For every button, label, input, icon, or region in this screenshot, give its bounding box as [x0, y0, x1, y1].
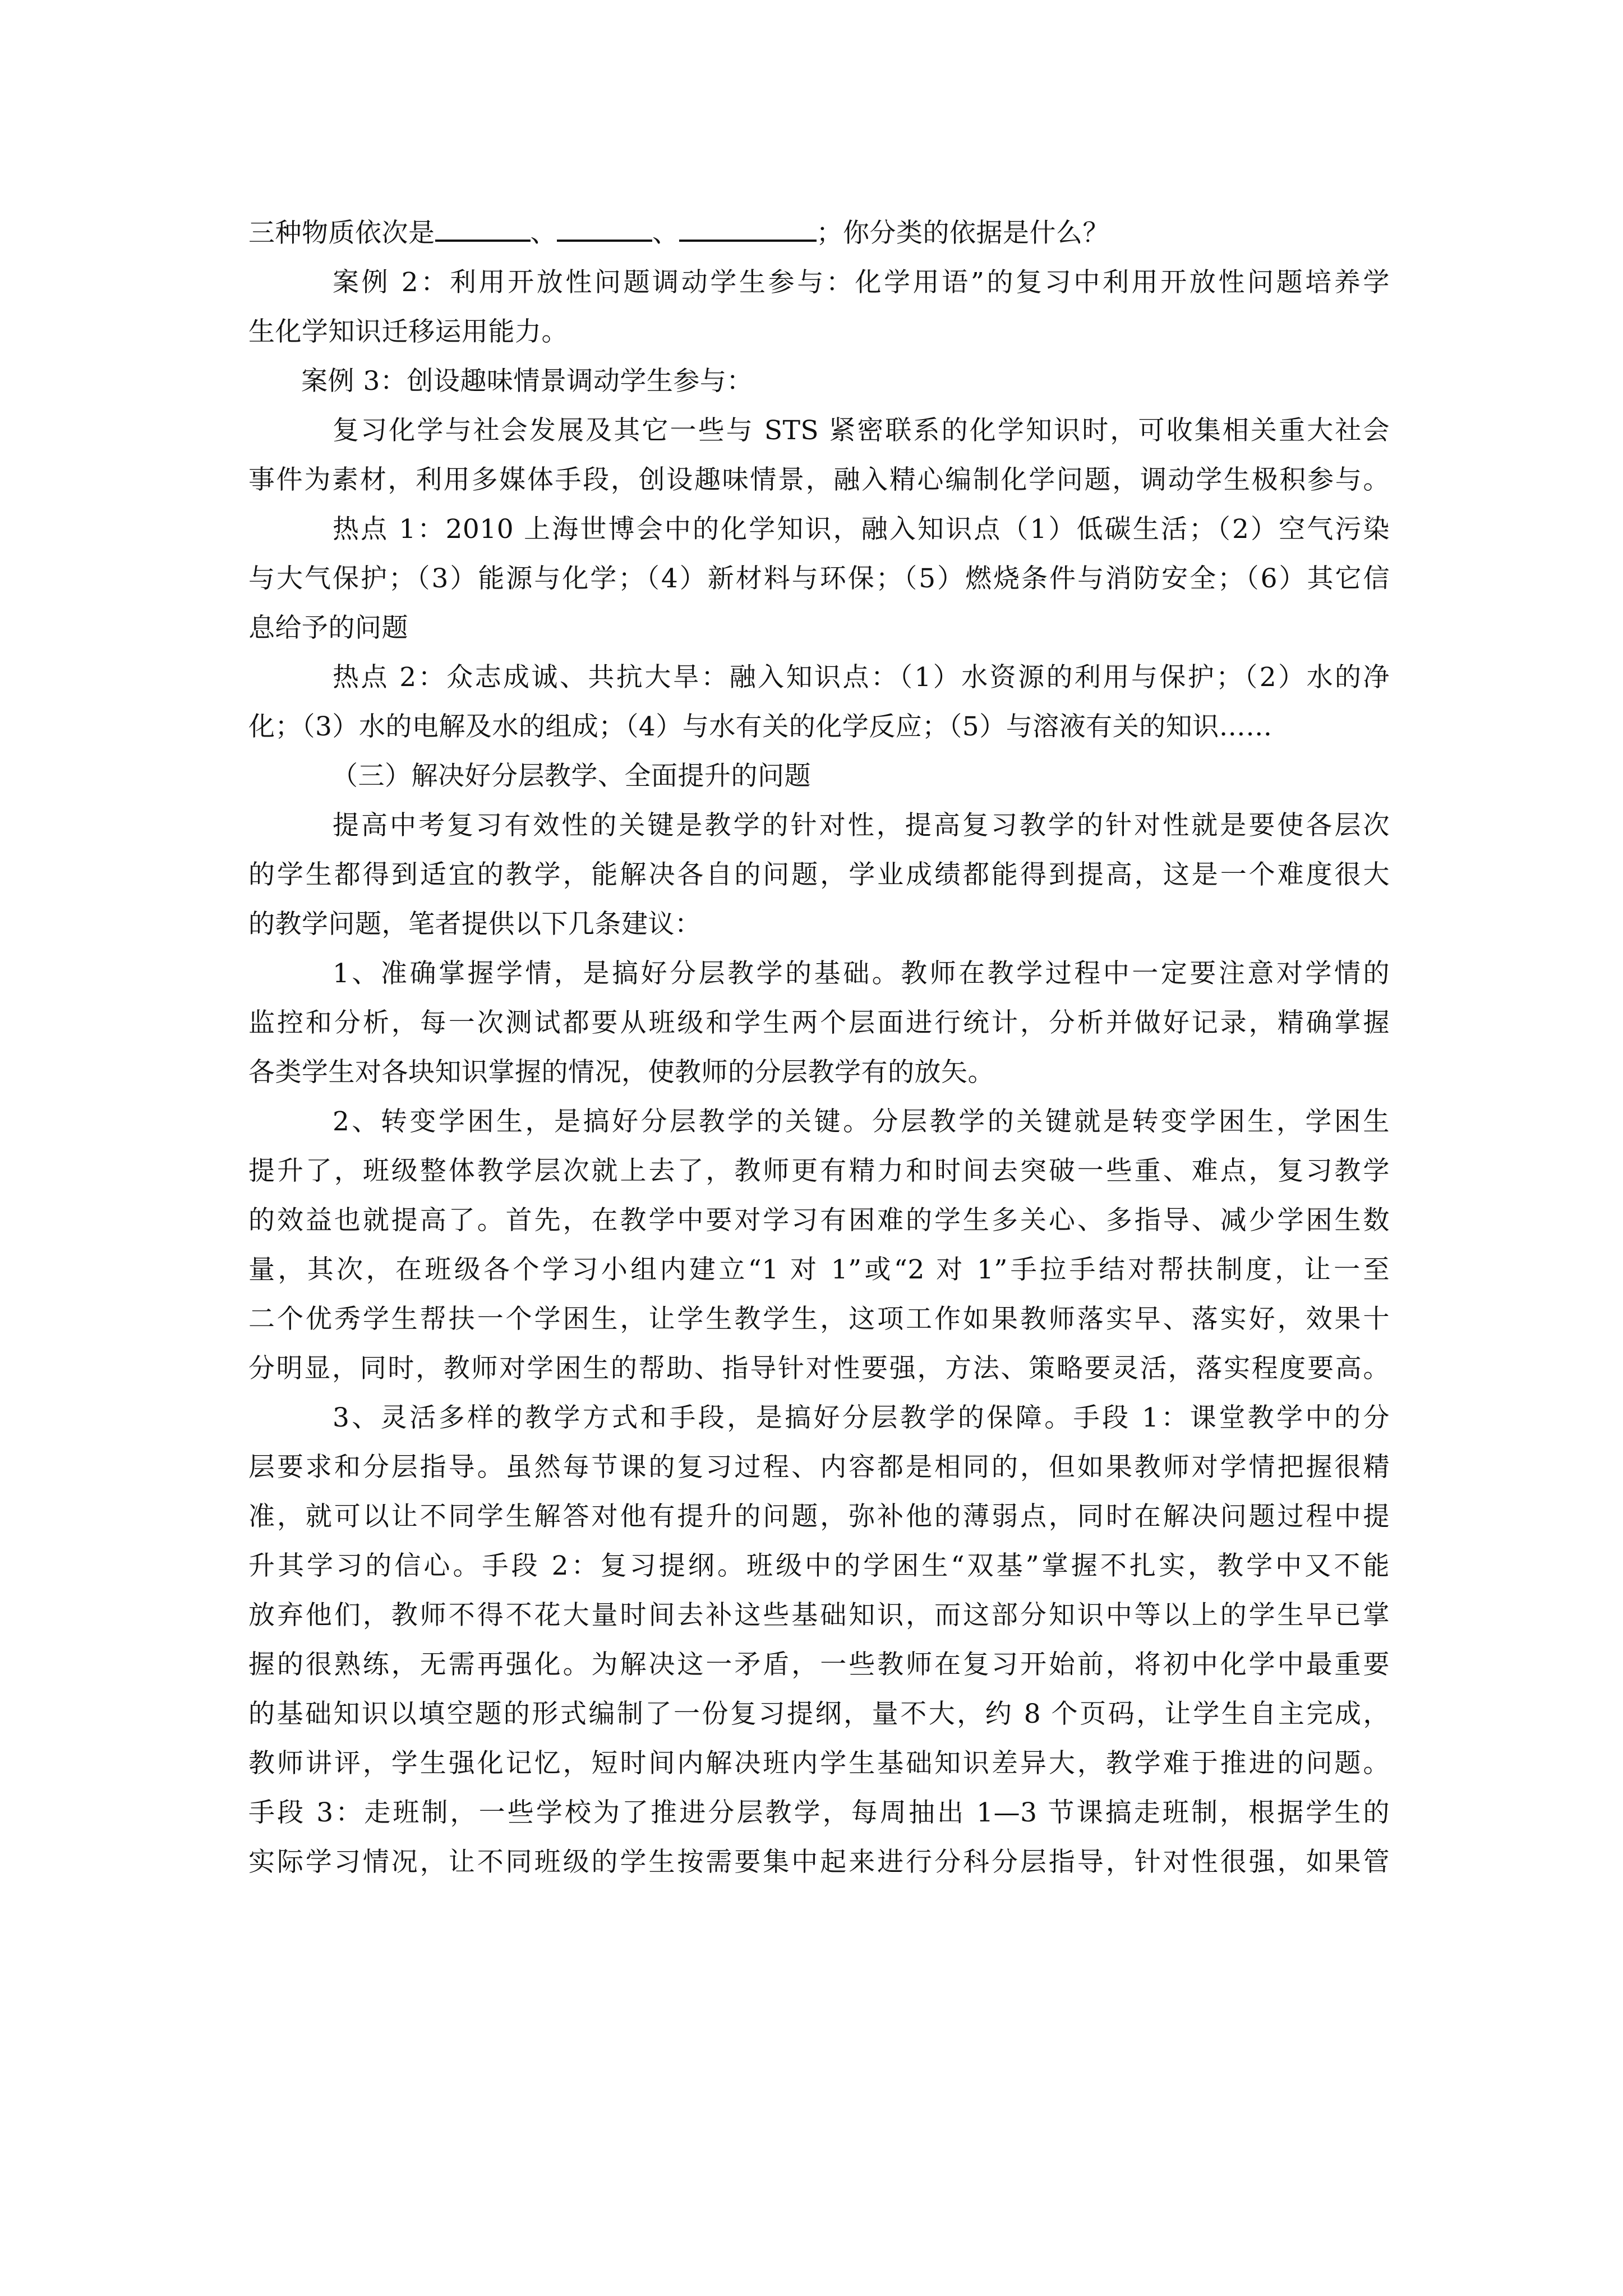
- paragraph-line: 手段 3：走班制，一些学校为了推进分层教学，每周抽出 1—3 节课搞走班制，根据学生的: [248, 1797, 1390, 1828]
- paragraph-line: 量，其次，在班级各个学习小组内建立“1 对 1”或“2 对 1”手拉手结对帮扶制度，让一至: [248, 1254, 1390, 1285]
- paragraph-line: 监控和分析，每一次测试都要从班级和学生两个层面进行统计，分析并做好记录，精确掌握: [248, 1007, 1390, 1038]
- answer-blank: [435, 214, 531, 242]
- text-run: 、: [530, 218, 557, 249]
- paragraph-line: 事件为素材，利用多媒体手段，创设趣味情景，融入精心编制化学问题，调动学生极积参与。: [248, 464, 1390, 495]
- paragraph-line: 升其学习的信心。手段 2：复习提纲。班级中的学困生“双基”掌握不扎实，教学中又不能: [248, 1550, 1390, 1581]
- paragraph-line: 放弃他们，教师不得不花大量时间去补这些基础知识，而这部分知识中等以上的学生早已掌: [248, 1600, 1390, 1631]
- paragraph-line: 的基础知识以填空题的形式编制了一份复习提纲，量不大，约 8 个页码，让学生自主完成，: [248, 1699, 1390, 1729]
- paragraph-line: 分明显，同时，教师对学困生的帮助、指导针对性要强，方法、策略要灵活，落实程度要高。: [248, 1353, 1390, 1384]
- paragraph-line: 层要求和分层指导。虽然每节课的复习过程、内容都是相同的，但如果教师对学情把握很精: [248, 1452, 1390, 1483]
- document-body: [248, 209, 1390, 1887]
- answer-blank: [557, 214, 652, 242]
- section-heading: 案例 3：创设趣味情景调动学生参与：: [301, 366, 753, 397]
- paragraph-line: 生化学知识迁移运用能力。: [248, 316, 568, 347]
- paragraph-line: 2、转变学困生，是搞好分层教学的关键。分层教学的关键就是转变学困生，学困生: [333, 1106, 1390, 1137]
- paragraph-line: 的学生都得到适宜的教学，能解决各自的问题，学业成绩都能得到提高，这是一个难度很大: [248, 859, 1390, 890]
- text-run: ；你分类的依据是什么？: [816, 218, 1109, 249]
- paragraph-line: 教师讲评，学生强化记忆，短时间内解决班内学生基础知识差异大，教学难于推进的问题。: [248, 1748, 1390, 1779]
- paragraph-line: 提高中考复习有效性的关键是教学的针对性，提高复习教学的针对性就是要使各层次: [333, 810, 1390, 841]
- paragraph-line: 的效益也就提高了。首先，在教学中要对学习有困难的学生多关心、多指导、减少学困生数: [248, 1205, 1390, 1236]
- paragraph-line: 握的很熟练，无需再强化。为解决这一矛盾，一些教师在复习开始前，将初中化学中最重要: [248, 1649, 1390, 1680]
- fill-in-question-line: [248, 209, 1390, 258]
- paragraph-line: 各类学生对各块知识掌握的情况，使教师的分层教学有的放矢。: [248, 1057, 994, 1088]
- paragraph-line: 热点 2：众志成诚、共抗大旱：融入知识点：（1）水资源的利用与保护；（2）水的净: [333, 662, 1390, 693]
- answer-blank: [679, 214, 817, 242]
- paragraph-line: 提升了，班级整体教学层次就上去了，教师更有精力和时间去突破一些重、难点，复习教学: [248, 1156, 1390, 1186]
- text-run: 、: [652, 218, 679, 249]
- paragraph-line: 复习化学与社会发展及其它一些与 STS 紧密联系的化学知识时，可收集相关重大社会: [333, 415, 1390, 446]
- section-heading: （三）解决好分层教学、全面提升的问题: [331, 761, 811, 792]
- paragraph-line: 与大气保护；（3）能源与化学；（4）新材料与环保；（5）燃烧条件与消防安全；（6）其它信: [248, 563, 1390, 594]
- paragraph-line: 1、准确掌握学情，是搞好分层教学的基础。教师在教学过程中一定要注意对学情的: [333, 958, 1390, 989]
- paragraph-line: 二个优秀学生帮扶一个学困生，让学生教学生，这项工作如果教师落实早、落实好，效果十: [248, 1304, 1390, 1335]
- text-run: 三种物质依次是: [248, 218, 435, 249]
- paragraph-line: 实际学习情况，让不同班级的学生按需要集中起来进行分科分层指导，针对性很强，如果管: [248, 1847, 1390, 1878]
- paragraph-line: 化；（3）水的电解及水的组成；（4）与水有关的化学反应；（5）与溶液有关的知识……: [248, 711, 1272, 742]
- paragraph-line: 案例 2：利用开放性问题调动学生参与：化学用语”的复习中利用开放性问题培养学: [333, 267, 1390, 298]
- paragraph-line: 热点 1：2010 上海世博会中的化学知识，融入知识点（1）低碳生活；（2）空气污染: [333, 514, 1390, 545]
- paragraph-line: 准，就可以让不同学生解答对他有提升的问题，弥补他的薄弱点，同时在解决问题过程中提: [248, 1501, 1390, 1532]
- paragraph-line: 息给予的问题: [248, 613, 408, 643]
- paragraph-line: 3、灵活多样的教学方式和手段，是搞好分层教学的保障。手段 1：课堂教学中的分: [333, 1402, 1390, 1433]
- paragraph-line: 的教学问题，笔者提供以下几条建议：: [248, 909, 702, 940]
